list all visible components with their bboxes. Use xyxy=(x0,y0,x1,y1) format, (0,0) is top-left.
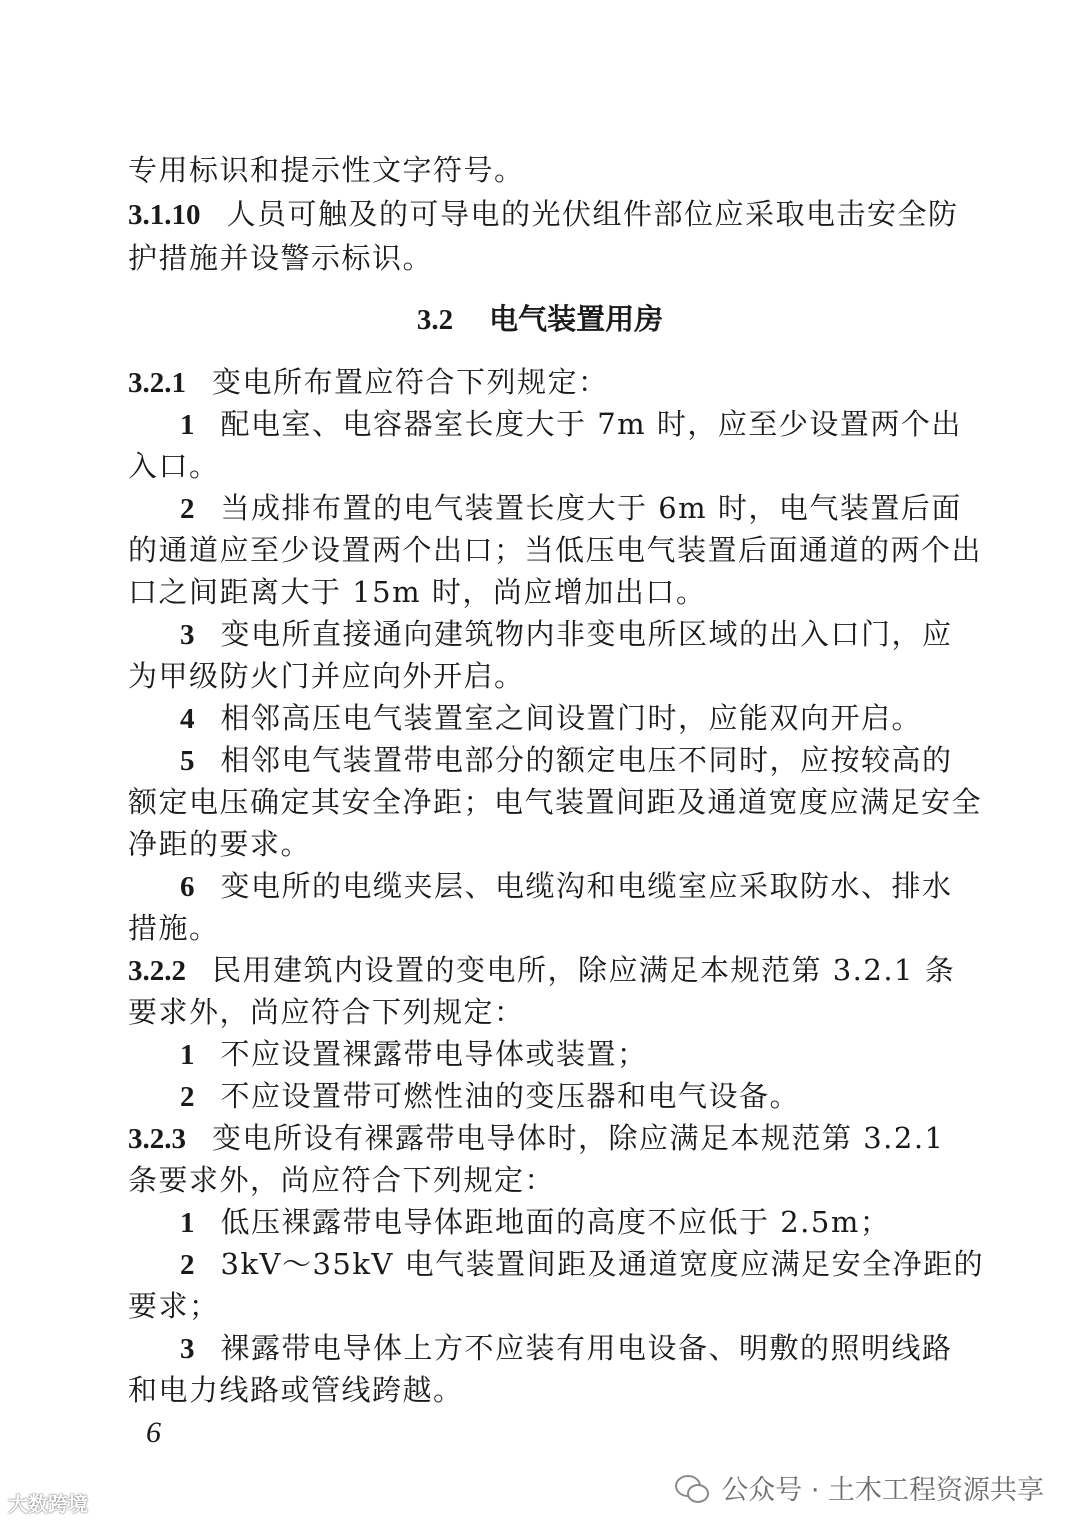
text-line: 额定电压确定其安全净距；电气装置间距及通道宽度应满足安全 xyxy=(128,785,983,819)
list-item: 2 不应设置带可燃性油的变压器和电气设备。 xyxy=(180,1079,801,1113)
list-item: 1 配电室、电容器室长度大于 7m 时，应至少设置两个出 xyxy=(180,407,962,441)
list-item: 4 相邻高压电气装置室之间设置门时，应能双向开启。 xyxy=(180,701,923,735)
corner-watermark: 大数跨境 xyxy=(8,1492,88,1516)
list-item: 3 裸露带电导体上方不应装有用电设备、明敷的照明线路 xyxy=(180,1331,953,1365)
text-line: 入口。 xyxy=(128,449,220,483)
list-item: 2 当成排布置的电气装置长度大于 6m 时，电气装置后面 xyxy=(180,491,962,525)
text-line: 净距的要求。 xyxy=(128,827,312,861)
list-item: 5 相邻电气装置带电部分的额定电压不同时，应按较高的 xyxy=(180,743,953,777)
list-item: 1 低压裸露带电导体距地面的高度不应低于 2.5m； xyxy=(180,1205,891,1239)
clause-3-2-2: 3.2.2 民用建筑内设置的变电所，除应满足本规范第 3.2.1 条 xyxy=(128,953,956,987)
text-line: 措施。 xyxy=(128,911,220,945)
watermark-text: 公众号 · 土木工程资源共享 xyxy=(721,1475,1044,1506)
text-line: 口之间距离大于 15m 时，尚应增加出口。 xyxy=(128,575,707,609)
watermark xyxy=(675,1468,1044,1507)
list-item: 1 不应设置裸露带电导体或装置； xyxy=(180,1037,648,1071)
text-line: 护措施并设警示标识。 xyxy=(128,241,434,275)
text-line: 为甲级防火门并应向外开启。 xyxy=(128,659,525,693)
clause-3-2-1: 3.2.1 变电所布置应符合下列规定： xyxy=(128,365,609,399)
wechat-icon xyxy=(675,1473,709,1503)
text-line: 条要求外，尚应符合下列规定： xyxy=(128,1163,556,1197)
page-number: 6 xyxy=(146,1416,161,1449)
clause-3-2-3: 3.2.3 变电所设有裸露带电导体时，除应满足本规范第 3.2.1 xyxy=(128,1121,945,1155)
text-line: 要求外，尚应符合下列规定： xyxy=(128,995,525,1029)
list-item: 6 变电所的电缆夹层、电缆沟和电缆室应采取防水、排水 xyxy=(180,869,953,903)
list-item: 3 变电所直接通向建筑物内非变电所区域的出入口门，应 xyxy=(180,617,953,651)
text-line: 的通道应至少设置两个出口；当低压电气装置后面通道的两个出 xyxy=(128,533,983,567)
list-item: 2 3kV～35kV 电气装置间距及通道宽度应满足安全净距的 xyxy=(180,1247,985,1281)
text-line: 要求； xyxy=(128,1289,220,1323)
text-line: 专用标识和提示性文字符号。 xyxy=(128,153,525,187)
section-heading: 3.2 电气装置用房 xyxy=(416,302,664,336)
clause-3-1-10: 3.1.10 人员可触及的可导电的光伏组件部位应采取电击安全防 xyxy=(128,197,959,231)
text-line: 和电力线路或管线跨越。 xyxy=(128,1373,464,1407)
